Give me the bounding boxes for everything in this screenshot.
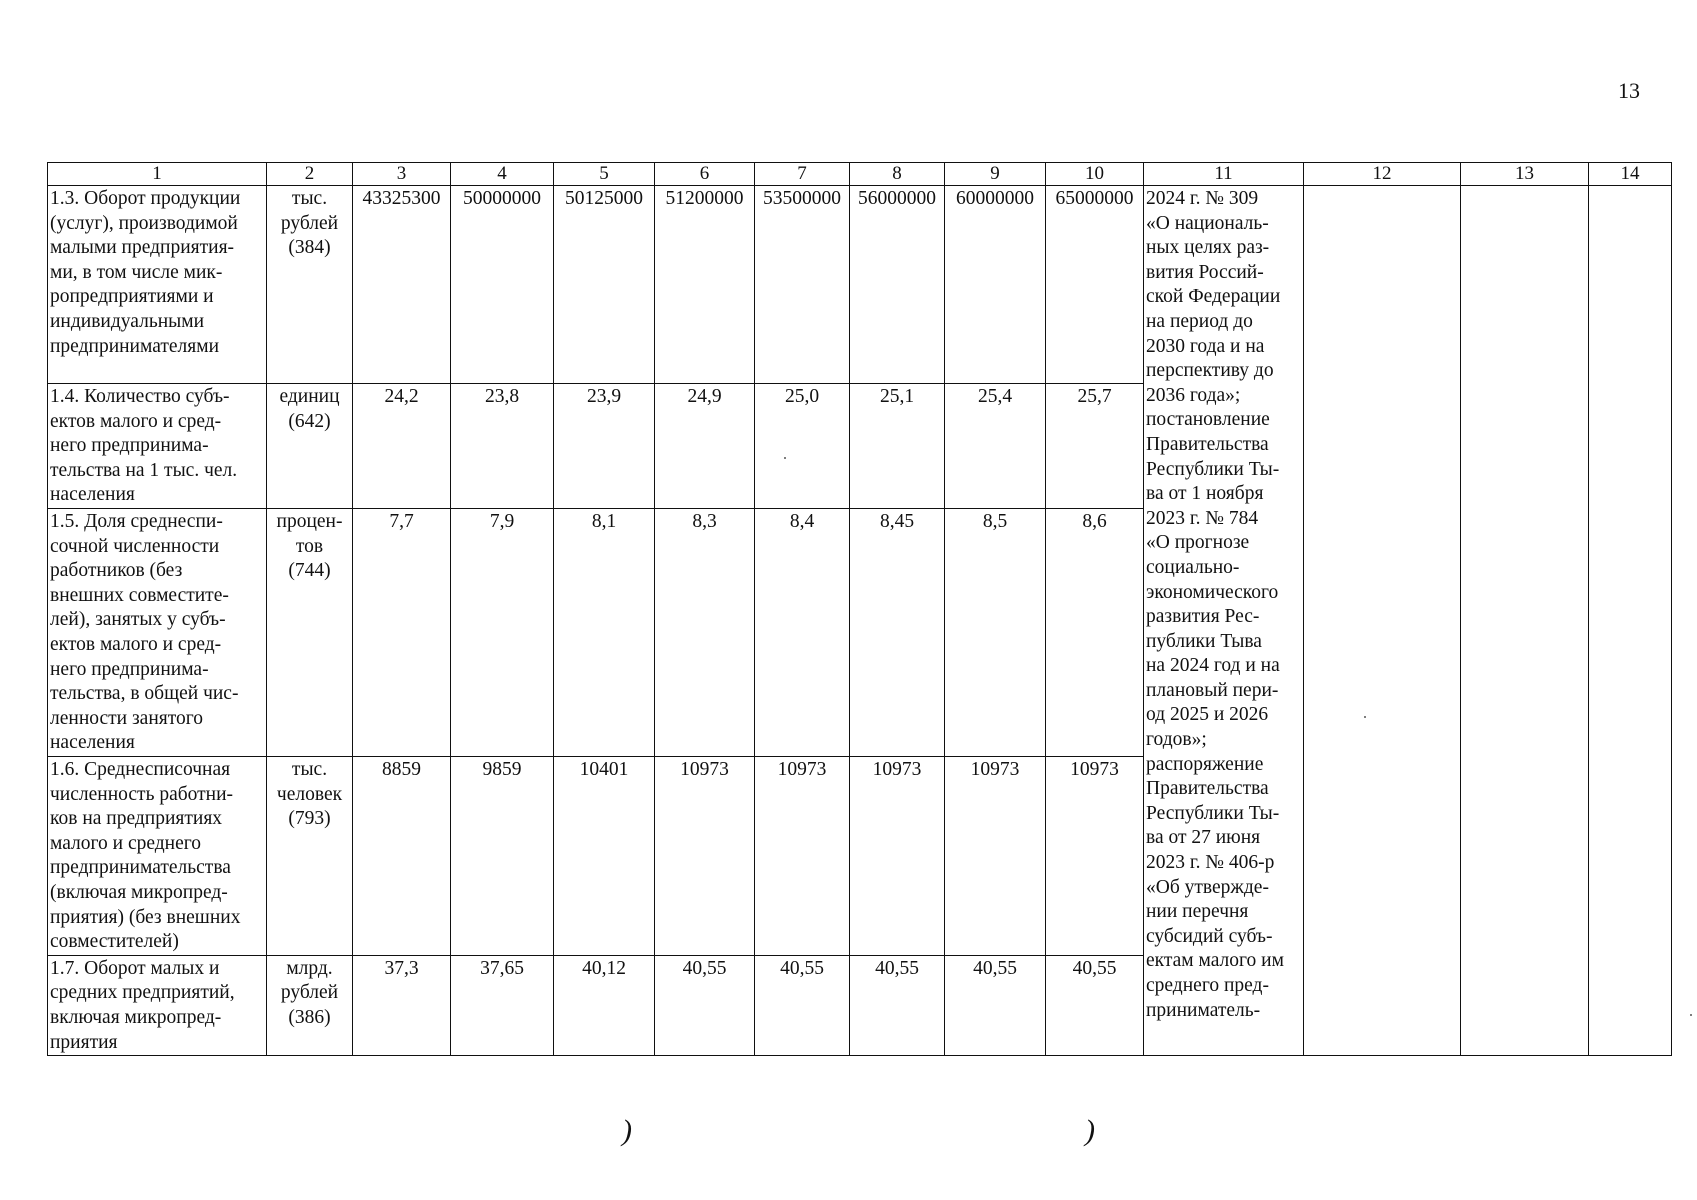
- indicator-name: 1.4. Количество субъ- ектов малого и сред- него предпринима- тельства на 1 тыс. чел. населения: [48, 384, 267, 509]
- indicator-unit: тыс. человек (793): [267, 756, 353, 955]
- column-number-row: [48, 163, 1672, 186]
- column-number: 1: [48, 163, 267, 186]
- column-number: 6: [655, 163, 755, 186]
- indicator-value: 56000000: [850, 186, 945, 384]
- column-number: 4: [451, 163, 554, 186]
- bottom-mark: ): [1085, 1114, 1095, 1147]
- indicator-value: 37,3: [353, 955, 451, 1055]
- bottom-mark: ): [622, 1114, 632, 1147]
- indicator-name: 1.3. Оборот продукции (услуг), производимой малыми предприятия- ми, в том числе мик- ропредприятиями и индивидуальными предпринимателями: [48, 186, 267, 384]
- indicator-value: 24,2: [353, 384, 451, 509]
- indicator-value: 23,9: [554, 384, 655, 509]
- indicator-value: 8,1: [554, 508, 655, 756]
- indicator-value: 7,9: [451, 508, 554, 756]
- scan-speck: [784, 457, 786, 459]
- indicator-value: 40,55: [850, 955, 945, 1055]
- indicator-value: 40,55: [1046, 955, 1144, 1055]
- indicator-value: 24,9: [655, 384, 755, 509]
- indicator-value: 25,1: [850, 384, 945, 509]
- indicator-value: 65000000: [1046, 186, 1144, 384]
- column-number: 11: [1144, 163, 1304, 186]
- column-number: 13: [1461, 163, 1589, 186]
- legal-basis-text: 2024 г. № 309 «О националь- ных целях раз- вития Россий- ской Федерации на период до 2030 года и на перспективу до 2036 года»; постановление Правительства Республики Ты- ва от 1 ноября 2023 г. № 784 «О прогнозе социально- экономического развития Рес- публики Тыва на 2024 год и на плановый пери- од 2025 и 2026 годов»; распоряжение Правительства Республики Ты- ва от 27 июня 2023 г. № 406-р «Об утвержде- нии перечня субсидий субъ- ектам малого им среднего пред- приниматель-: [1144, 186, 1304, 1056]
- indicator-value: 10401: [554, 756, 655, 955]
- column-number: 2: [267, 163, 353, 186]
- indicator-value: 10973: [850, 756, 945, 955]
- empty-cell: [1304, 186, 1461, 1056]
- indicator-name: 1.7. Оборот малых и средних предприятий, включая микропред- приятия: [48, 955, 267, 1055]
- indicator-value: 23,8: [451, 384, 554, 509]
- indicator-unit: процен- тов (744): [267, 508, 353, 756]
- page-number: 13: [1618, 78, 1640, 103]
- indicator-value: 10973: [655, 756, 755, 955]
- indicator-value: 40,55: [655, 955, 755, 1055]
- indicator-value: 40,55: [755, 955, 850, 1055]
- indicator-value: 9859: [451, 756, 554, 955]
- indicator-value: 60000000: [945, 186, 1046, 384]
- column-number: 9: [945, 163, 1046, 186]
- column-number: 5: [554, 163, 655, 186]
- indicator-value: 8859: [353, 756, 451, 955]
- indicator-value: 25,0: [755, 384, 850, 509]
- indicator-unit: тыс. рублей (384): [267, 186, 353, 384]
- indicator-value: 10973: [1046, 756, 1144, 955]
- indicator-value: 43325300: [353, 186, 451, 384]
- indicator-value: 10973: [945, 756, 1046, 955]
- indicator-value: 8,3: [655, 508, 755, 756]
- indicator-value: 25,4: [945, 384, 1046, 509]
- indicator-value: 50125000: [554, 186, 655, 384]
- indicator-value: 8,4: [755, 508, 850, 756]
- indicator-value: 10973: [755, 756, 850, 955]
- scan-speck: [1364, 716, 1366, 718]
- indicator-value: 37,65: [451, 955, 554, 1055]
- indicator-unit: млрд. рублей (386): [267, 955, 353, 1055]
- indicator-name: 1.6. Среднесписочная численность работни- ков на предприятиях малого и среднего предпринимательства (включая микропред- приятия) (без внешних совместителей): [48, 756, 267, 955]
- indicator-value: 40,55: [945, 955, 1046, 1055]
- indicator-value: 8,5: [945, 508, 1046, 756]
- empty-cell: [1589, 186, 1672, 1056]
- indicators-table: [47, 162, 1672, 1056]
- indicator-value: 53500000: [755, 186, 850, 384]
- table-row: [48, 186, 1672, 384]
- indicator-value: 51200000: [655, 186, 755, 384]
- indicator-value: 40,12: [554, 955, 655, 1055]
- indicator-unit: единиц (642): [267, 384, 353, 509]
- column-number: 14: [1589, 163, 1672, 186]
- column-number: 3: [353, 163, 451, 186]
- indicator-value: 8,45: [850, 508, 945, 756]
- column-number: 8: [850, 163, 945, 186]
- indicator-value: 25,7: [1046, 384, 1144, 509]
- column-number: 12: [1304, 163, 1461, 186]
- indicator-value: 50000000: [451, 186, 554, 384]
- empty-cell: [1461, 186, 1589, 1056]
- indicator-value: 7,7: [353, 508, 451, 756]
- indicator-name: 1.5. Доля среднеспи- сочной численности работников (без внешних совместите- лей), занятых у субъ- ектов малого и сред- него предпринима- тельства, в общей чис- ленности занятого населения: [48, 508, 267, 756]
- column-number: 10: [1046, 163, 1144, 186]
- indicator-value: 8,6: [1046, 508, 1144, 756]
- scan-speck: [1690, 1014, 1692, 1016]
- column-number: 7: [755, 163, 850, 186]
